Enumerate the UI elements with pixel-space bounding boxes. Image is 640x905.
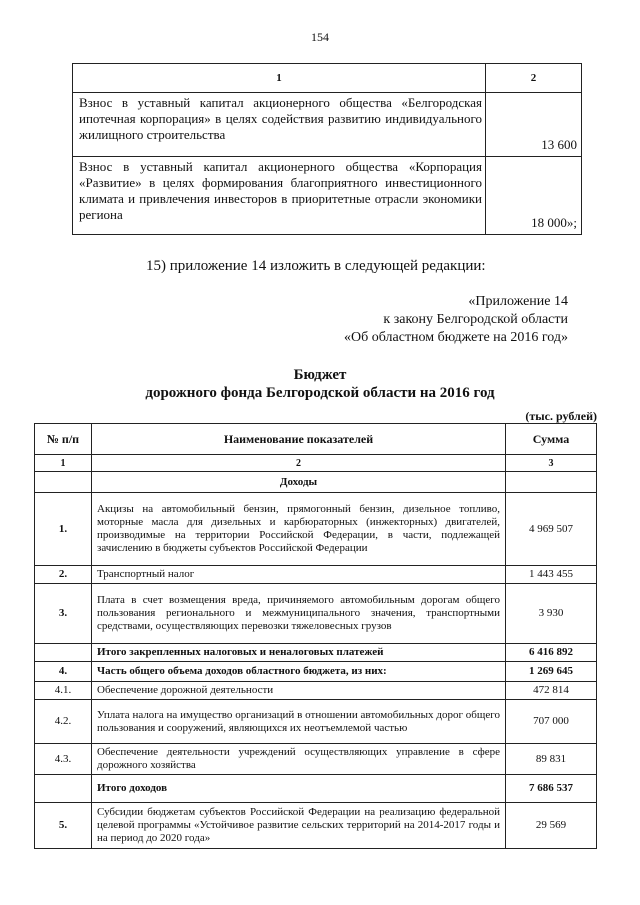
table-row [35, 744, 597, 775]
table-header [35, 424, 597, 455]
row-name: Плата в счет возмещения вреда, причиняемого автомобильным дорогам общего пользования регионального и межмуниципального значения, транспортными средствами, осуществляющих перевозки тяжеловесных грузов [92, 584, 506, 644]
previous-table-header [73, 64, 582, 93]
table-row-subtotal [35, 644, 597, 662]
row-num: 4.3. [35, 744, 92, 775]
index-name: 2 [92, 455, 506, 472]
row-sum: 1 269 645 [506, 662, 597, 682]
table-row [35, 700, 597, 744]
header-num: № п/п [35, 424, 92, 455]
section-income: Доходы [92, 472, 506, 493]
table-row [35, 662, 597, 682]
table-row [35, 803, 597, 849]
row-num: 4.2. [35, 700, 92, 744]
table-row [73, 157, 582, 235]
previous-table [72, 63, 582, 235]
page-number: 154 [311, 30, 329, 44]
row-name: Транспортный налог [92, 566, 506, 584]
unit-label: (тыс. рублей) [525, 409, 597, 423]
index-sum: 3 [506, 455, 597, 472]
row-name: Взнос в уставный капитал акционерного общества «Белгородская ипотечная корпорация» в целях содействия развитию индивидуального жилищного строительства [73, 93, 486, 157]
appendix-line: «Приложение 14 [468, 294, 568, 309]
row-sum: 6 416 892 [506, 644, 597, 662]
index-num: 1 [35, 455, 92, 472]
title-line: Бюджет [293, 367, 347, 383]
row-amount: 13 600 [486, 93, 582, 157]
row-sum: 1 443 455 [506, 566, 597, 584]
row-name: Уплата налога на имущество организаций в отношении автомобильных дорог общего пользования и сооружений, являющихся их неотъемлемой частью [92, 700, 506, 744]
row-sum: 3 930 [506, 584, 597, 644]
row-name: Субсидии бюджетам субъектов Российской Федерации на реализацию федеральной целевой программы «Устойчивое развитие сельских территорий на 2014-2017 годы и на период до 2020 года» [92, 803, 506, 849]
previous-table-col2-header: 2 [486, 64, 582, 93]
table-row-total [35, 775, 597, 803]
amendment-item: 15) приложение 14 изложить в следующей редакции: [146, 258, 486, 274]
table-row [35, 682, 597, 700]
row-sum: 472 814 [506, 682, 597, 700]
row-num: 3. [35, 584, 92, 644]
row-name: Итого закрепленных налоговых и неналоговых платежей [92, 644, 506, 662]
table-row [35, 566, 597, 584]
header-name: Наименование показателей [92, 424, 506, 455]
row-name: Часть общего объема доходов областного бюджета, из них: [92, 662, 506, 682]
appendix-heading [344, 293, 568, 347]
table-index-row [35, 455, 597, 472]
row-sum: 4 969 507 [506, 493, 597, 566]
table-row [73, 93, 582, 157]
appendix-line: к закону Белгородской области [383, 312, 568, 327]
row-name: Обеспечение деятельности учреждений осуществляющих управление в сфере дорожного хозяйства [92, 744, 506, 775]
row-num: 5. [35, 803, 92, 849]
row-name: Итого доходов [92, 775, 506, 803]
table-row [35, 493, 597, 566]
row-num: 4. [35, 662, 92, 682]
row-num: 1. [35, 493, 92, 566]
section-row [35, 472, 597, 493]
row-num: 2. [35, 566, 92, 584]
row-num [35, 775, 92, 803]
row-num: 4.1. [35, 682, 92, 700]
row-sum: 89 831 [506, 744, 597, 775]
header-sum: Сумма [506, 424, 597, 455]
row-sum: 29 569 [506, 803, 597, 849]
table-row [35, 584, 597, 644]
row-name: Обеспечение дорожной деятельности [92, 682, 506, 700]
row-amount: 18 000»; [486, 157, 582, 235]
budget-table [34, 423, 597, 849]
previous-table-col1-header: 1 [73, 64, 486, 93]
row-sum: 7 686 537 [506, 775, 597, 803]
row-num [35, 644, 92, 662]
appendix-line: «Об областном бюджете на 2016 год» [344, 330, 568, 345]
budget-title [0, 366, 640, 402]
title-line: дорожного фонда Белгородской области на 2016 год [145, 385, 495, 401]
row-sum: 707 000 [506, 700, 597, 744]
row-name: Акцизы на автомобильный бензин, прямогонный бензин, дизельное топливо, моторные масла для дизельных и карбюраторных (инжекторных) двигателей, производимые на территории Российской Федерации, в части, подлежащей зачислению в бюджеты субъектов Российской Федерации [92, 493, 506, 566]
row-name: Взнос в уставный капитал акционерного общества «Корпорация «Развитие» в целях формирования благоприятного инвестиционного климата и привлечения инвесторов в приоритетные отрасли экономики региона [73, 157, 486, 235]
